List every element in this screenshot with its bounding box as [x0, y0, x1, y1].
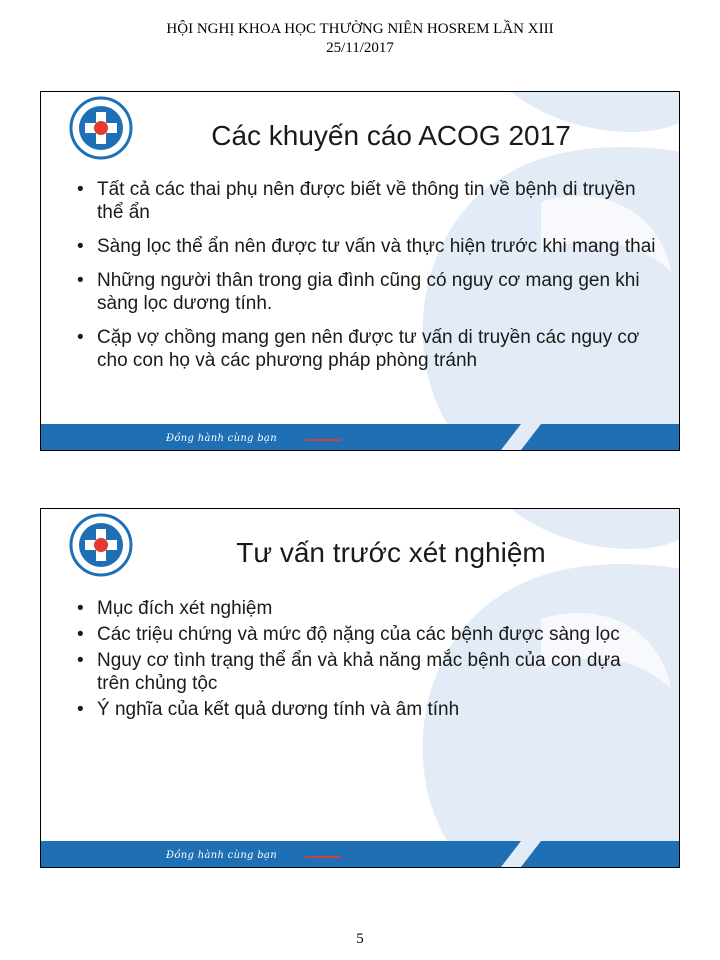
- bullet-list: [77, 178, 657, 383]
- slide-title: Các khuyến cáo ACOG 2017: [211, 120, 571, 151]
- bullet-list: [77, 597, 657, 724]
- page-header: [0, 20, 720, 58]
- conference-title: HỘI NGHỊ KHOA HỌC THƯỜNG NIÊN HOSREM LẦN XIII: [166, 21, 554, 37]
- list-item: • Sàng lọc thể ẩn nên được tư vấn và thực hiện trước khi mang thai: [77, 236, 656, 257]
- footer-slogan: Đồng hành cùng bạn: [166, 850, 277, 861]
- bullet-marker: •: [77, 236, 84, 257]
- footer-tagline-graphic: ▬▬▬▬▬▬: [305, 854, 341, 860]
- footer-slogan: Đồng hành cùng bạn: [166, 433, 277, 444]
- list-item: • Ý nghĩa của kết quả dương tính và âm tính: [77, 699, 460, 720]
- bullet-marker: •: [77, 327, 84, 348]
- list-item: • Các triệu chứng và mức độ nặng của các bệnh được sàng lọc: [77, 624, 620, 645]
- bullet-marker: •: [77, 270, 84, 291]
- footer-band: [41, 841, 680, 867]
- slide-2: [40, 508, 680, 868]
- footer-band: [41, 424, 680, 450]
- list-item: • Tất cả các thai phụ nên được biết về thông tin về bệnh di truyền thể ẩn: [77, 179, 636, 223]
- conference-date: 25/11/2017: [326, 40, 394, 56]
- list-item: • Những người thân trong gia đình cũng có nguy cơ mang gen khi sàng lọc dương tính.: [77, 270, 640, 314]
- bullet-marker: •: [77, 650, 84, 671]
- hospital-logo: [69, 513, 133, 577]
- bullet-marker: •: [77, 624, 84, 645]
- slide-title: Tư vấn trước xét nghiệm: [236, 537, 546, 568]
- footer-tagline-graphic: ▬▬▬▬▬▬: [305, 437, 341, 443]
- list-item: • Cặp vợ chồng mang gen nên được tư vấn di truyền các nguy cơ cho con họ và các phương pháp phòng tránh: [77, 327, 640, 371]
- slide-1: [40, 91, 680, 451]
- bullet-marker: •: [77, 598, 84, 619]
- list-item: • Mục đích xét nghiệm: [77, 598, 273, 619]
- page-number: 5: [356, 931, 364, 947]
- bullet-marker: •: [77, 179, 84, 200]
- bullet-marker: •: [77, 699, 84, 720]
- hospital-logo: [69, 96, 133, 160]
- list-item: • Nguy cơ tình trạng thể ẩn và khả năng mắc bệnh của con dựa trên chủng tộc: [77, 650, 621, 694]
